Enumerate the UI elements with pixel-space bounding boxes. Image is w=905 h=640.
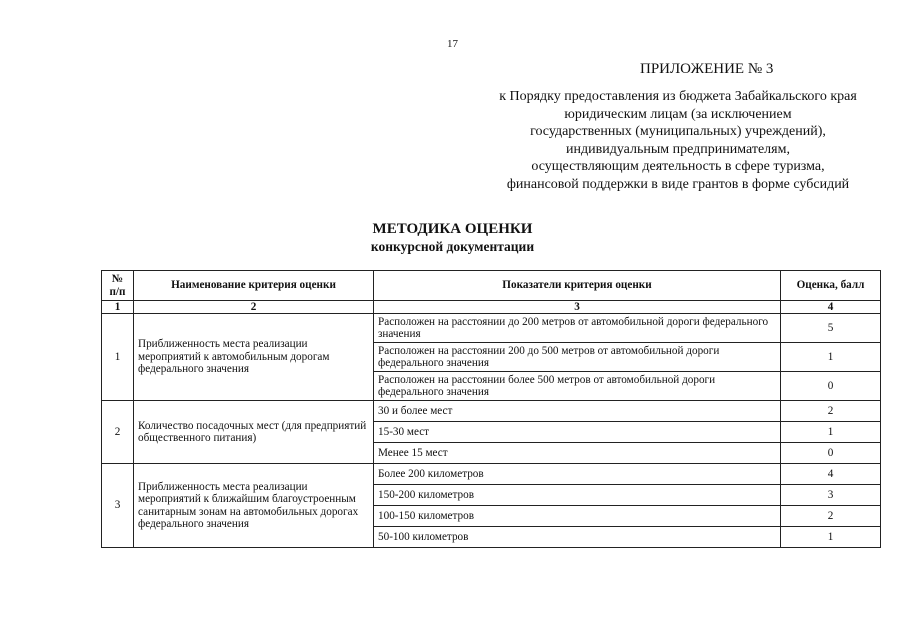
document-title: МЕТОДИКА ОЦЕНКИ <box>372 221 533 237</box>
document-subtitle: конкурсной документации <box>370 239 535 254</box>
indicator-text: Более 200 километров <box>374 464 781 485</box>
indicator-text: Менее 15 мест <box>374 443 781 464</box>
appendix-reference-line: государственных (муниципальных) учреждений), <box>530 124 826 139</box>
indicator-text: Расположен на расстоянии до 200 метров от автомобильной дороги федерального значения <box>374 314 781 343</box>
indicator-score: 4 <box>781 464 881 485</box>
indicator-score: 0 <box>781 372 881 401</box>
indicator-score: 0 <box>781 443 881 464</box>
table-row <box>102 314 881 343</box>
indicator-text: 30 и более мест <box>374 401 781 422</box>
indicator-text: 50-100 километров <box>374 527 781 548</box>
evaluation-criteria-table <box>101 270 881 548</box>
column-number: 3 <box>374 301 781 314</box>
indicator-score: 5 <box>781 314 881 343</box>
header-score: Оценка, балл <box>781 271 881 301</box>
appendix-title: ПРИЛОЖЕНИЕ № 3 <box>640 61 774 77</box>
page-number: 17 <box>447 38 458 50</box>
criterion-name: Приближенность места реализации мероприятий к автомобильным дорогам федерального значения <box>134 314 374 401</box>
criterion-number: 3 <box>102 464 134 548</box>
indicator-score: 3 <box>781 485 881 506</box>
column-number: 2 <box>134 301 374 314</box>
indicator-text: Расположен на расстоянии 200 до 500 метров от автомобильной дороги федерального значения <box>374 343 781 372</box>
indicator-score: 1 <box>781 343 881 372</box>
indicator-text: Расположен на расстоянии более 500 метров от автомобильной дороги федерального значения <box>374 372 781 401</box>
appendix-reference-line: индивидуальным предпринимателям, <box>566 141 790 157</box>
criterion-number: 2 <box>102 401 134 464</box>
header-criterion: Наименование критерия оценки <box>134 271 374 301</box>
indicator-score: 1 <box>781 422 881 443</box>
appendix-reference-line: финансовой поддержки в виде грантов в форме субсидий <box>506 176 850 192</box>
header-num: № п/п <box>102 271 134 301</box>
appendix-reference-line: к Порядку предоставления из бюджета Забайкальского края <box>499 89 857 104</box>
indicator-text: 150-200 километров <box>374 485 781 506</box>
indicator-text: 15-30 мест <box>374 422 781 443</box>
appendix-reference-line: осуществляющим деятельность в сфере туризма, <box>531 159 825 174</box>
indicator-score: 2 <box>781 401 881 422</box>
appendix-reference-line: юридическим лицам (за исключением <box>564 106 792 122</box>
table-header-row <box>102 271 881 301</box>
column-number: 1 <box>102 301 134 314</box>
column-number-row <box>102 301 881 314</box>
criterion-name: Количество посадочных мест (для предприятий общественного питания) <box>134 401 374 464</box>
indicator-score: 1 <box>781 527 881 548</box>
criterion-number: 1 <box>102 314 134 401</box>
indicator-text: 100-150 километров <box>374 506 781 527</box>
header-indicators: Показатели критерия оценки <box>374 271 781 301</box>
column-number: 4 <box>781 301 881 314</box>
table-row <box>102 401 881 422</box>
appendix-reference <box>472 88 884 193</box>
criterion-name: Приближенность места реализации мероприятий к ближайшим благоустроенным санитарным зонам на автомобильных дорогах федерального значения <box>134 464 374 548</box>
indicator-score: 2 <box>781 506 881 527</box>
table-row <box>102 464 881 485</box>
